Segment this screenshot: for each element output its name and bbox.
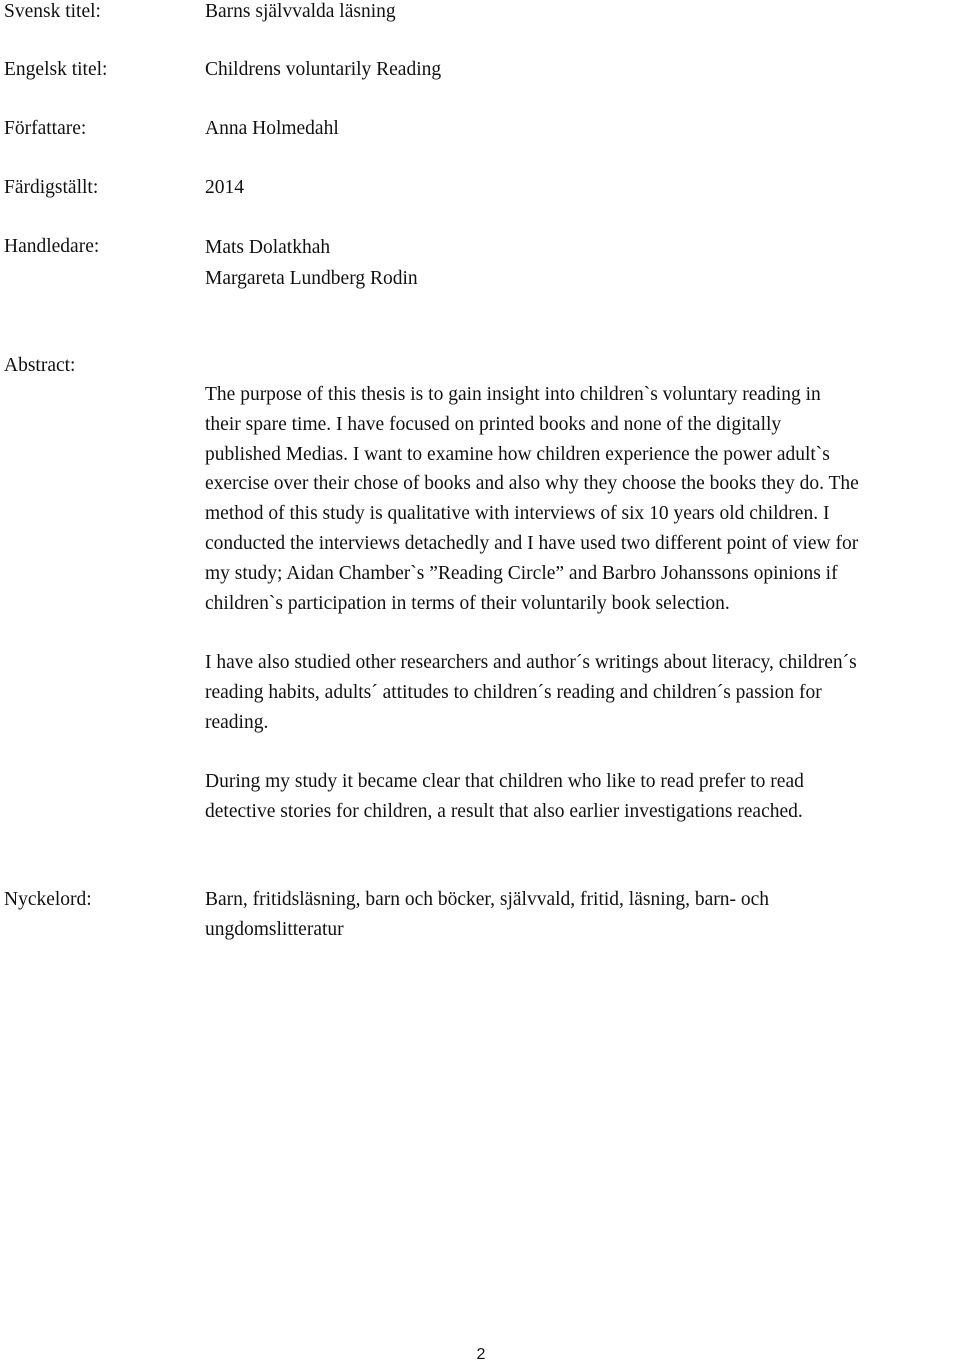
supervisor-label: Handledare: xyxy=(4,236,100,257)
abstract-line: I have also studied other researchers and author´s writings about literacy, children´s xyxy=(205,652,857,673)
abstract-line: their spare time. I have focused on printed books and none of the digitally xyxy=(205,413,782,435)
abstract-line: published Medias. I want to examine how children experience the power adult`s xyxy=(205,443,830,465)
abstract-line: conducted the interviews detachedly and I have used two different point of view for xyxy=(205,532,859,554)
keywords-value xyxy=(205,885,769,945)
abstract-line: The purpose of this thesis is to gain insight into children`s voluntary reading in xyxy=(205,384,821,405)
abstract-line: detective stories for children, a result that also earlier investigations reached. xyxy=(205,800,803,822)
abstract-line: reading. xyxy=(205,711,269,733)
swedish-title-label: Svensk titel: xyxy=(4,1,101,22)
abstract-line: method of this study is qualitative with interviews of six 10 years old children. I xyxy=(205,503,830,525)
author-value: Anna Holmedahl xyxy=(205,118,339,139)
keywords-line: ungdomslitteratur xyxy=(205,918,344,940)
english-title-value: Childrens voluntarily Reading xyxy=(205,59,442,80)
completed-label: Färdigställt: xyxy=(4,177,99,198)
abstract-body xyxy=(205,648,960,737)
abstract-paragraph xyxy=(205,380,960,618)
supervisor-name: Margareta Lundberg Rodin xyxy=(205,268,418,289)
abstract-label: Abstract: xyxy=(4,355,76,376)
page-number: 2 xyxy=(476,1346,486,1363)
supervisor-names xyxy=(205,232,418,294)
abstract-paragraph xyxy=(205,767,960,827)
abstract-line: exercise over their chose of books and also why they choose the books they do. The xyxy=(205,473,859,495)
abstract-line: my study; Aidan Chamber`s ”Reading Circle” and Barbro Johanssons opinions if xyxy=(205,562,838,584)
english-title-label: Engelsk titel: xyxy=(4,59,108,80)
abstract-body xyxy=(205,767,960,827)
abstract-line: reading habits, adults´ attitudes to children´s reading and children´s passion for xyxy=(205,681,822,703)
keywords-line: Barn, fritidsläsning, barn och böcker, självvald, fritid, läsning, barn- och xyxy=(205,889,770,910)
abstract-paragraph xyxy=(205,648,960,737)
abstract-line: children`s participation in terms of their voluntarily book selection. xyxy=(205,592,730,614)
supervisor-name: Mats Dolatkhah xyxy=(205,237,331,258)
author-label: Författare: xyxy=(4,118,87,139)
swedish-title-value: Barns självvalda läsning xyxy=(205,1,396,22)
keywords-label: Nyckelord: xyxy=(4,889,92,910)
completed-value: 2014 xyxy=(205,177,244,198)
abstract-line: During my study it became clear that children who like to read prefer to read xyxy=(205,771,804,792)
abstract-body xyxy=(205,380,960,618)
